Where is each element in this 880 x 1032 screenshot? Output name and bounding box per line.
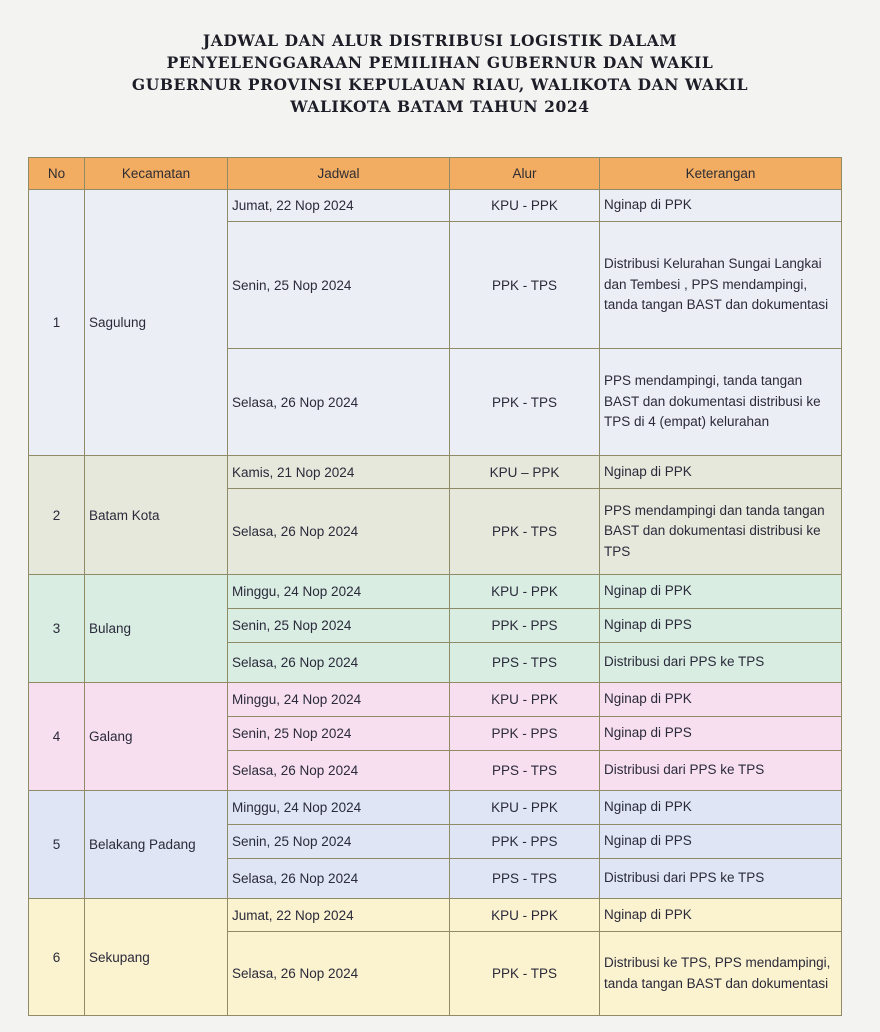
schedule-table: [28, 157, 842, 1016]
title-line: PENYELENGGARAAN PEMILIHAN GUBERNUR DAN WAKIL: [166, 53, 714, 72]
header-alur: Alur: [450, 158, 600, 190]
jadwal-cell: Minggu, 24 Nop 2024: [228, 791, 450, 825]
row-number: 5: [29, 791, 85, 899]
title-line: GUBERNUR PROVINSI KEPULAUAN RIAU, WALIKOTA DAN WAKIL: [131, 75, 749, 94]
keterangan-cell: Nginap di PPK: [600, 190, 842, 222]
title-line: WALIKOTA BATAM TAHUN 2024: [290, 97, 590, 116]
jadwal-cell: Senin, 25 Nop 2024: [228, 825, 450, 859]
jadwal-cell: Senin, 25 Nop 2024: [228, 222, 450, 349]
jadwal-cell: Senin, 25 Nop 2024: [228, 609, 450, 643]
alur-cell: PPK - TPS: [450, 932, 600, 1016]
kecamatan-cell: Galang: [85, 683, 228, 791]
table-row: [29, 683, 842, 717]
table-header-row: [29, 158, 842, 190]
jadwal-cell: Minggu, 24 Nop 2024: [228, 575, 450, 609]
alur-cell: PPK - PPS: [450, 717, 600, 751]
table-body: [29, 190, 842, 1016]
keterangan-cell: PPS mendampingi, tanda tangan BAST dan dokumentasi distribusi ke TPS di 4 (empat) kelurahan: [600, 349, 842, 456]
jadwal-cell: Jumat, 22 Nop 2024: [228, 899, 450, 932]
alur-cell: KPU - PPK: [450, 899, 600, 932]
keterangan-cell: Nginap di PPK: [600, 456, 842, 489]
jadwal-cell: Selasa, 26 Nop 2024: [228, 932, 450, 1016]
jadwal-cell: Selasa, 26 Nop 2024: [228, 859, 450, 899]
jadwal-cell: Selasa, 26 Nop 2024: [228, 349, 450, 456]
kecamatan-cell: Bulang: [85, 575, 228, 683]
jadwal-cell: Jumat, 22 Nop 2024: [228, 190, 450, 222]
keterangan-cell: Distribusi dari PPS ke TPS: [600, 643, 842, 683]
keterangan-cell: Distribusi dari PPS ke TPS: [600, 751, 842, 791]
header-jadwal: Jadwal: [228, 158, 450, 190]
document-title: [30, 30, 850, 118]
title-line: JADWAL DAN ALUR DISTRIBUSI LOGISTIK DALAM: [202, 31, 678, 50]
alur-cell: KPU - PPK: [450, 791, 600, 825]
keterangan-cell: Nginap di PPK: [600, 791, 842, 825]
alur-cell: PPS - TPS: [450, 859, 600, 899]
keterangan-cell: PPS mendampingi dan tanda tangan BAST dan dokumentasi distribusi ke TPS: [600, 489, 842, 575]
keterangan-cell: Nginap di PPS: [600, 825, 842, 859]
row-number: 6: [29, 899, 85, 1016]
row-number: 3: [29, 575, 85, 683]
alur-cell: KPU - PPK: [450, 575, 600, 609]
alur-cell: PPK - PPS: [450, 825, 600, 859]
alur-cell: PPS - TPS: [450, 643, 600, 683]
jadwal-cell: Kamis, 21 Nop 2024: [228, 456, 450, 489]
keterangan-cell: Distribusi dari PPS ke TPS: [600, 859, 842, 899]
alur-cell: PPK - TPS: [450, 222, 600, 349]
jadwal-cell: Selasa, 26 Nop 2024: [228, 489, 450, 575]
keterangan-cell: Nginap di PPS: [600, 717, 842, 751]
keterangan-cell: Distribusi Kelurahan Sungai Langkai dan Tembesi , PPS mendampingi, tanda tangan BAST dan dokumentasi: [600, 222, 842, 349]
table-row: [29, 456, 842, 489]
alur-cell: KPU - PPK: [450, 190, 600, 222]
header-no: No: [29, 158, 85, 190]
jadwal-cell: Senin, 25 Nop 2024: [228, 717, 450, 751]
table-row: [29, 899, 842, 932]
alur-cell: KPU – PPK: [450, 456, 600, 489]
kecamatan-cell: Belakang Padang: [85, 791, 228, 899]
alur-cell: PPK - TPS: [450, 349, 600, 456]
row-number: 1: [29, 190, 85, 456]
keterangan-cell: Distribusi ke TPS, PPS mendampingi, tanda tangan BAST dan dokumentasi: [600, 932, 842, 1016]
header-kecamatan: Kecamatan: [85, 158, 228, 190]
kecamatan-cell: Batam Kota: [85, 456, 228, 575]
table-row: [29, 791, 842, 825]
alur-cell: KPU - PPK: [450, 683, 600, 717]
kecamatan-cell: Sekupang: [85, 899, 228, 1016]
alur-cell: PPS - TPS: [450, 751, 600, 791]
kecamatan-cell: Sagulung: [85, 190, 228, 456]
keterangan-cell: Nginap di PPK: [600, 575, 842, 609]
alur-cell: PPK - PPS: [450, 609, 600, 643]
table-row: [29, 190, 842, 222]
alur-cell: PPK - TPS: [450, 489, 600, 575]
jadwal-cell: Selasa, 26 Nop 2024: [228, 751, 450, 791]
jadwal-cell: Minggu, 24 Nop 2024: [228, 683, 450, 717]
jadwal-cell: Selasa, 26 Nop 2024: [228, 643, 450, 683]
row-number: 4: [29, 683, 85, 791]
table-row: [29, 575, 842, 609]
keterangan-cell: Nginap di PPK: [600, 899, 842, 932]
row-number: 2: [29, 456, 85, 575]
header-keterangan: Keterangan: [600, 158, 842, 190]
keterangan-cell: Nginap di PPS: [600, 609, 842, 643]
keterangan-cell: Nginap di PPK: [600, 683, 842, 717]
